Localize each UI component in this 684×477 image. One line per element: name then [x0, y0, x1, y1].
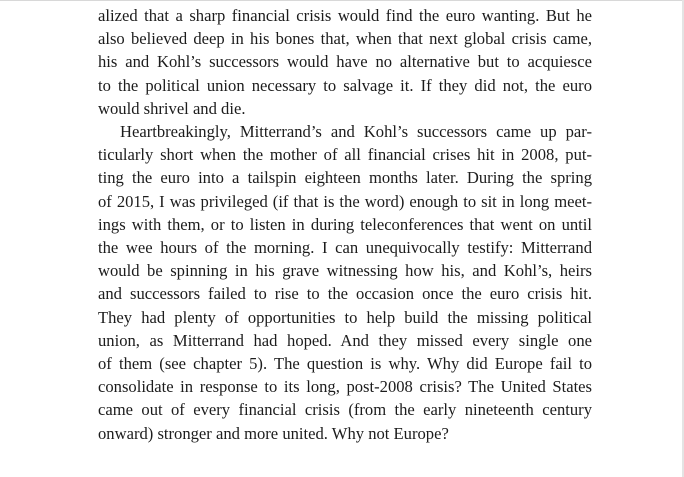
- body-text: [98, 4, 592, 445]
- text-line: of them (see chapter 5). The question is why. Why did Europe fail to: [98, 354, 592, 374]
- paragraph-1: [98, 4, 592, 120]
- paragraph-2: [98, 120, 592, 445]
- text-line: union, as Mitterrand had hoped. And they missed every single one: [98, 330, 592, 350]
- text-line: came out of every financial crisis (from the early nineteenth century: [98, 400, 592, 420]
- text-line: would shrivel and die.: [98, 98, 246, 118]
- text-line: the wee hours of the morning. I can unequivocally testify: Mitterrand: [98, 238, 592, 258]
- text-line: alized that a sharp financial crisis would find the euro wanting. But he: [98, 6, 592, 25]
- text-line: consolidate in response to its long, post-2008 crisis? The United States: [98, 377, 592, 397]
- text-line: Heartbreakingly, Mitterrand’s and Kohl’s successors came up par-: [120, 122, 592, 142]
- text-line: ings with them, or to listen in during teleconferences that went on until: [98, 214, 592, 234]
- text-line: onward) stronger and more united. Why not Europe?: [98, 423, 449, 443]
- text-line: ticularly short when the mother of all financial crises hit in 2008, put-: [98, 145, 592, 165]
- text-line: to the political union necessary to salvage it. If they did not, the euro: [98, 75, 592, 95]
- text-line: also believed deep in his bones that, when that next global crisis came,: [98, 29, 592, 49]
- text-line: his and Kohl’s successors would have no alternative but to acquiesce: [98, 52, 592, 72]
- text-line: ting the euro into a tailspin eighteen months later. During the spring: [98, 168, 592, 188]
- text-line: They had plenty of opportunities to help build the missing political: [98, 307, 592, 327]
- text-line: of 2015, I was privileged (if that is the word) enough to sit in long meet-: [98, 191, 592, 211]
- text-line: would be spinning in his grave witnessing how his, and Kohl’s, heirs: [98, 261, 592, 281]
- page-top-edge: [0, 0, 684, 1]
- text-line: and successors failed to rise to the occasion once the euro crisis hit.: [98, 284, 592, 304]
